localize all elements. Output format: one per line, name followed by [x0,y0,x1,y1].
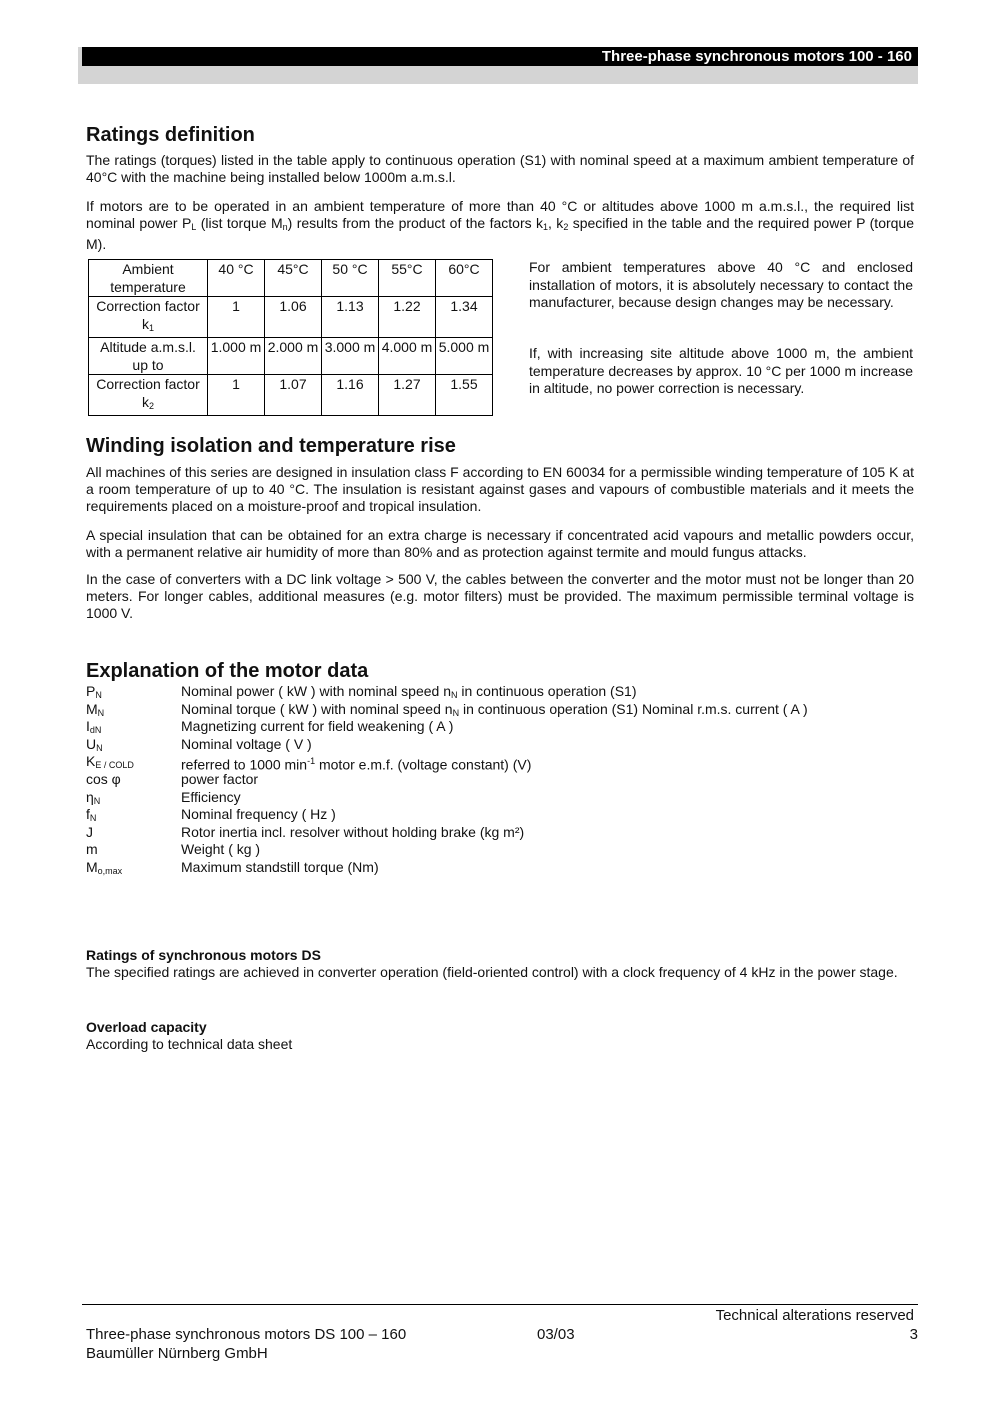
symbol: $U_N$ [86,735,103,753]
winding-paragraph-1: All machines of this series are designed in insulation class F according to EN 60034 for a permissible winding temperature of 105 K at a room temperature of up to 40 °C. The insulation is resistant against gases and vapours of combustible materials and it meets the requirements placed on a moisture-proof and tropical insulation. [86,464,914,514]
symbol: $I_{dN}$ [86,718,102,736]
footer-date: 03/03 [537,1326,575,1343]
table-cell: Altitude a.m.s.l. up to [89,338,208,375]
table-cell: Ambient temperature [89,260,208,297]
altitude-note: If, with increasing site altitude above 1000 m, the ambient temperature decreases by approx. 10 °C per 1000 m increase in altitude, no power correction is necessary. [529,345,913,396]
symbol: $P_N$ [86,683,102,700]
definition: Nominal voltage ( V ) [181,735,312,752]
definition: Efficiency [181,788,241,805]
list-item [86,718,808,736]
table-cell: 1.07 [265,375,322,416]
definition: Nominal torque ( kW ) with nominal speed $n_N$ in continuous operation (S1) Nominal r.m.s. current ( A ) [181,700,808,718]
symbol: $f_N$ [86,806,97,824]
ratings-paragraph-2: If motors are to be operated in an ambient temperature of more than 40 °C or altitudes above 1000 m a.m.s.l., the required list nominal power $P_L$ (list torque $M_n$) results from the product of the factors $k_1$, $k_2$ specified in the table and the required power P (torque M). [86,198,914,252]
winding-heading: Winding isolation and temperature rise [86,435,456,457]
symbol: J [86,823,93,840]
table-row [89,375,493,416]
footer-company: Baumüller Nürnberg GmbH [86,1345,268,1362]
table-cell: 5.000 m [436,338,493,375]
table-cell: Correction factor $k_2$ [89,375,208,416]
table-cell: Correction factor $k_1$ [89,297,208,338]
table-cell: 60°C [436,260,493,297]
list-item [86,859,808,877]
list-item [86,736,808,754]
table-cell: 45°C [265,260,322,297]
explanation-heading: Explanation of the motor data [86,660,369,682]
definition: Weight ( kg ) [181,841,261,858]
table-cell: 1 [208,375,265,416]
table-cell: 55°C [379,260,436,297]
definition: Maximum standstill torque (Nm) [181,858,379,875]
winding-paragraph-2: A special insulation that can be obtained for an extra charge is necessary if concentrated acid vapours and metallic powders occur, with a permanent relative air humidity of more than 80% and as protection against termite and mould fungus attacks. [86,527,914,560]
ds-ratings-text: The specified ratings are achieved in converter operation (field-oriented control) with a clock frequency of 4 kHz in the power stage. [86,964,898,980]
symbol: $M_N$ [86,700,105,718]
list-item [86,806,808,824]
table-cell: 40 °C [208,260,265,297]
ds-ratings-heading: Ratings of synchronous motors DS [86,947,321,963]
table-cell: 1.16 [322,375,379,416]
table-cell: 4.000 m [379,338,436,375]
definition: Nominal frequency ( Hz ) [181,806,336,823]
table-cell: 1.55 [436,375,493,416]
list-item [86,683,808,701]
ratings-heading: Ratings definition [86,124,255,146]
symbol: $\eta_N$ [86,788,101,806]
definition: referred to 1000 $\min^{-1}$ motor e.m.f. (voltage constant) (V) [181,756,532,774]
table-cell: 3.000 m [322,338,379,375]
table-cell: 1.13 [322,297,379,338]
list-item [86,771,808,789]
overload-text: According to technical data sheet [86,1036,293,1052]
winding-paragraph-3: In the case of converters with a DC link voltage > 500 V, the cables between the converter and the motor must not be longer than 20 meters. For longer cables, additional measures (e.g. motor filters) must be provided. The maximum permissible terminal voltage is 1000 V. [86,571,914,621]
table-cell: 1.000 m [208,338,265,375]
list-item [86,789,808,807]
list-item [86,701,808,719]
motor-data-definitions [86,683,808,877]
table-cell: 1 [208,297,265,338]
header-title: Three-phase synchronous motors 100 - 160 [82,47,918,66]
symbol: $K_{E / COLD}$ [86,753,134,771]
table-row [89,297,493,338]
overload-heading: Overload capacity [86,1019,207,1035]
table-cell: 1.22 [379,297,436,338]
footer-reserved: Technical alterations reserved [715,1307,914,1324]
definition: power factor [181,770,259,787]
header-grey-band [78,66,918,84]
ratings-paragraph-1: The ratings (torques) listed in the table apply to continuous operation (S1) with nominal speed at a maximum ambient temperature of 40°C with the machine being installed below 1000m a.m.s.l. [86,152,914,185]
list-item [86,824,808,842]
list-item [86,753,808,774]
table-row [89,338,493,375]
symbol: cos φ [86,770,121,787]
definition: Magnetizing current for field weakening ( A ) [181,718,454,735]
table-cell: 2.000 m [265,338,322,375]
table-cell: 1.34 [436,297,493,338]
definition: Nominal power ( kW ) with nominal speed $n_N$ in continuous operation (S1) [181,683,637,700]
symbol: $M_{o,max}$ [86,858,123,876]
table-cell: 1.27 [379,375,436,416]
symbol: m [86,841,98,858]
ambient-temperature-note: For ambient temperatures above 40 °C and enclosed installation of motors, it is absolutely necessary to contact the manufacturer, because design changes may be necessary. [529,259,913,310]
list-item [86,841,808,859]
footer-page-number: 3 [909,1326,918,1343]
table-row [89,260,493,297]
table-cell: 50 °C [322,260,379,297]
definition: Rotor inertia incl. resolver without holding brake (kg m²) [181,823,525,840]
correction-factor-table [88,259,493,416]
footer-document-title: Three-phase synchronous motors DS 100 – 160 [86,1326,407,1343]
table-cell: 1.06 [265,297,322,338]
footer-divider [82,1304,918,1305]
